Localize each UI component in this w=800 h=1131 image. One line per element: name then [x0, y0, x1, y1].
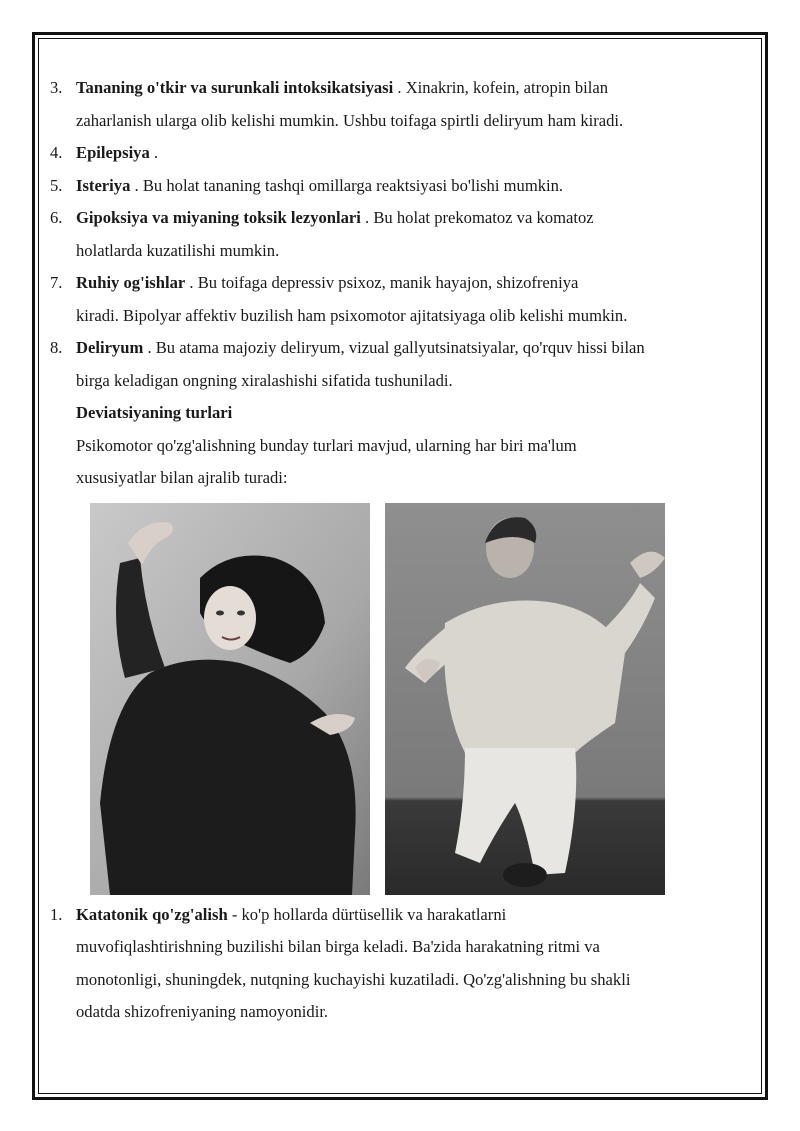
list-item — [50, 267, 740, 332]
intro-text: xususiyatlar bilan ajralib turadi: — [76, 468, 288, 487]
list-text: - ko'p hollarda dürtüsellik va harakatlarni — [227, 904, 507, 924]
list-term: Gipoksiya va miyaning toksik lezyonlari — [76, 208, 361, 227]
section-heading: Deviatsiyaning turlari — [76, 403, 233, 422]
list-text: . Bu toifaga depressiv psixoz, manik hayajon, shizofreniya — [185, 273, 579, 292]
list-number: 4. — [50, 143, 63, 162]
list-text: . Bu atama majoziy deliryum, vizual gallyutsinatsiyalar, qo'rquv hissi bilan — [143, 338, 645, 357]
list-number: 7. — [50, 273, 63, 292]
list-term: Katatonik qo'zg'alish — [76, 904, 228, 924]
section-intro — [50, 430, 740, 495]
list-item — [50, 137, 740, 170]
list-text: monotonligi, shuningdek, nutqning kuchayishi kuzatiladi. Qo'zg'alishning bu shakli — [76, 969, 631, 989]
list-text: . — [149, 143, 159, 162]
list-text: odatda shizofreniyaning namoyonidir. — [76, 1002, 329, 1021]
list-text: birga keladigan ongning xiralashishi sifatida tushuniladi. — [76, 370, 453, 390]
document-body — [50, 72, 740, 1029]
photo-catatonic-woman-standing — [385, 503, 665, 895]
list-text: kiradi. Bipolyar affektiv buzilish ham psixomotor ajitatsiyaga olib kelishi mumkin. — [76, 305, 628, 325]
list-item — [50, 72, 740, 137]
list-term: Ruhiy og'ishlar — [76, 273, 186, 292]
list-item — [50, 170, 740, 203]
list-text: . Bu holat prekomatoz va komatoz — [360, 208, 594, 227]
list-number: 1. — [50, 904, 63, 924]
list-item — [50, 202, 740, 267]
photo-catatonic-woman-seated — [90, 503, 370, 895]
list-text: zaharlanish ularga olib kelishi mumkin. Ushbu toifaga spirtli deliryum ham kiradi. — [76, 110, 624, 130]
list-term: Epilepsiya — [76, 143, 150, 162]
list-term: Deliryum — [76, 338, 144, 357]
photo-row — [50, 495, 740, 899]
list-number: 3. — [50, 78, 63, 97]
list-term: Isteriya — [76, 175, 131, 195]
intro-text: Psikomotor qo'zg'alishning bunday turlari mavjud, ularning har biri ma'lum — [76, 435, 577, 455]
list-text: . Bu holat tananing tashqi omillarga reaktsiyasi bo'lishi mumkin. — [130, 175, 564, 195]
list-term: Tananing o'tkir va surunkali intoksikatsiyasi — [76, 78, 394, 97]
list-text: . Xinakrin, kofein, atropin bilan — [393, 78, 608, 97]
list-number: 5. — [50, 175, 63, 195]
list-item — [50, 332, 740, 397]
list-number: 8. — [50, 338, 63, 357]
list-text: holatlarda kuzatilishi mumkin. — [76, 240, 280, 260]
list-number: 6. — [50, 208, 63, 227]
list-item — [50, 899, 740, 1029]
list-text: muvofiqlashtirishning buzilishi bilan birga keladi. Ba'zida harakatning ritmi va — [76, 937, 600, 956]
